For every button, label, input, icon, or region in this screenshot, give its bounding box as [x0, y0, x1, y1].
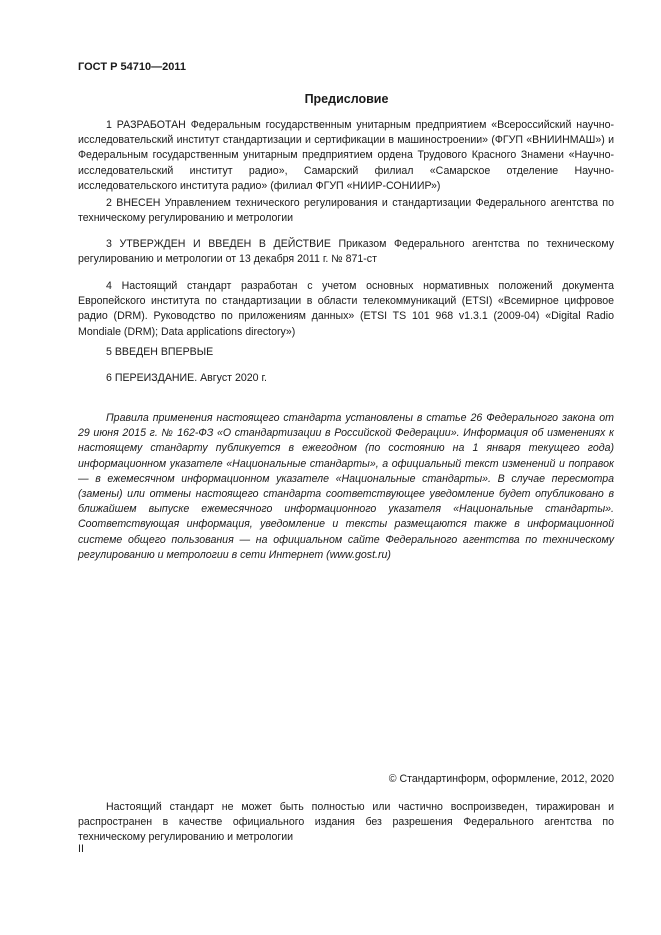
foreword-item-1: 1 РАЗРАБОТАН Федеральным государственным унитарным предприятием «Всероссийский научно-исследовательский институт стандартизации и сертификации в машиностроении» (ФГУП «ВНИИНМАШ») и Федеральным государственным унитарным предприятием ордена Трудового Красного Знамени «Научно-исследовательский институт радио», Самарский филиал «Самарское отделение Научно-исследовательского института радио» (филиал ФГУП «НИИР-СОНИИР») [78, 119, 614, 192]
page-title: Предисловие [304, 92, 389, 106]
reproduction-notice: Настоящий стандарт не может быть полностью или частично воспроизведен, тиражирован и распространен в качестве официального издания без разрешения Федерального агентства по техническому регулированию и метрологии [78, 801, 614, 844]
standard-application-notice: Правила применения настоящего стандарта установлены в статье 26 Федерального закона от 29 июня 2015 г. № 162-ФЗ «О стандартизации в Российской Федерации». Информация об изменениях к настоящему стандарту публикуется в ежегодном (по состоянию на 1 января текущего года) информационном указателе «Национальные стандарты», а официальный текст изменений и поправок — в ежемесячном информационном указателе «Национальные стандарты». В случае пересмотра (замены) или отмены настоящего стандарта соответствующее уведомление будет опубликовано в ближайшем выпуске ежемесячного информационного указателя «Национальные стандарты». Соответствующая информация, уведомление и тексты размещаются также в информационной системе общего пользования — на официальном сайте Федерального агентства по техническому регулированию и метрологии в сети Интернет (www.gost.ru) [78, 412, 614, 561]
foreword-item-3: 3 УТВЕРЖДЕН И ВВЕДЕН В ДЕЙСТВИЕ Приказом Федерального агентства по техническому регулированию и метрологии от 13 декабря 2011 г. № 871-ст [78, 238, 614, 266]
standard-code: ГОСТ Р 54710—2011 [78, 61, 186, 73]
page-number: II [78, 843, 84, 855]
copyright-line: © Стандартинформ, оформление, 2012, 2020 [388, 773, 614, 785]
foreword-item-5: 5 ВВЕДЕН ВПЕРВЫЕ [106, 346, 214, 358]
foreword-item-4: 4 Настоящий стандарт разработан с учетом основных нормативных положений документа Европейского института по стандартизации в области телекоммуникаций (ETSI) «Всемирное цифровое радио (DRM). Руководство по приложениям данных» (ETSI TS 101 968 v1.3.1 (2009-04) «Digital Radio Mondiale (DRM); Data applications directory») [78, 280, 614, 338]
foreword-item-6: 6 ПЕРЕИЗДАНИЕ. Август 2020 г. [106, 372, 267, 384]
foreword-item-2: 2 ВНЕСЕН Управлением технического регулирования и стандартизации Федерального агентства по техническому регулированию и метрологии [78, 197, 614, 225]
